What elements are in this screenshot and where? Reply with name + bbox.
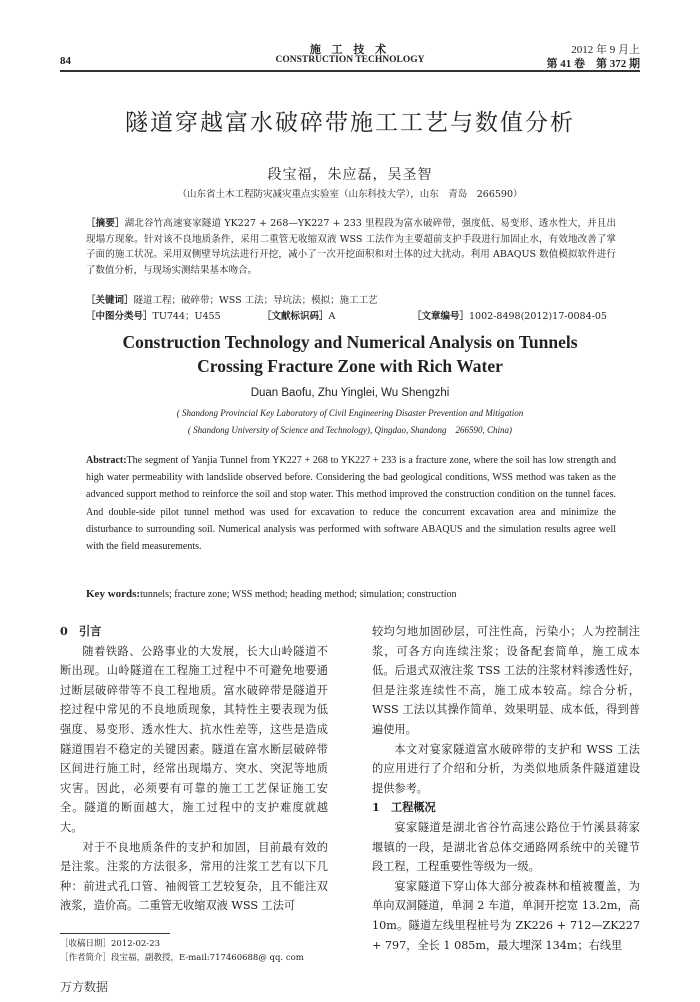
right-paragraph-2: 本文对宴家隧道富水破碎带的支护和 WSS 工法的应用进行了介绍和分析，为类似地质条件隧道建设提供参考。 [372, 742, 640, 795]
affiliation-en-line2: ( Shandong University of Science and Technology), Qingdao, Shandong 266590, China) [187, 425, 513, 435]
right-paragraph-1: 较均匀地加固砂层，可注性高，污染小；人为控制注浆，可各方向连续注浆；设备配套简单，施工成本低。后退式双液注浆 TSS 工法的注浆材料渗透性好，但是注浆连续性不高，施工成本较高。综合分析，WSS 工法以其操作简单、效果明显、成本低，得到普遍使用。 [372, 625, 640, 736]
article-number [412, 309, 632, 325]
clc-value: TU744；U455 [152, 311, 221, 322]
keywords-cn-text: 隧道工程；破碎带；WSS 工法；导坑法；模拟；施工工艺 [133, 295, 378, 306]
title-en-line2: Crossing Fracture Zone with Rich Water [197, 356, 503, 376]
doc-code [262, 309, 412, 325]
section-1-heading: 1 工程概况 [372, 800, 436, 815]
header-rule [60, 70, 640, 72]
abstract-en-text: The segment of Yanjia Tunnel from YK227 + 268 to YK227 + 233 is a fracture zone, where the soil has low strength and high water permeability with landslide observed before. Considering the bad geological conditions, WSS method was taken as the advanced support method to reinforce the soil and stop water. This method improved the construction condition on the tunnel faces. And double-side pilot tunnel method was used for excavation to reduce the concurrent excavation area and minimize the disturbance to surrounding soil. Numerical analysis was performed with software ABAQUS and the simulation results agree well with the field measurements. [86, 455, 616, 553]
authors-en: Duan Baofu, Zhu Yinglei, Wu Shengzhi [250, 387, 450, 399]
section-0-heading: 0 引言 [60, 624, 102, 638]
section-0-paragraph-2: 对于不良地质条件的支护和加固，目前最有效的是注浆。注浆的方法很多，常用的注浆工艺有以下几种：前进式孔口管、袖阀管工艺较复杂，且不能注双液浆，造价高。二重管无收缩双液 WSS 工法可 [60, 840, 328, 913]
affiliation-cn: （山东省土木工程防灾减灾重点实验室（山东科技大学），山东 青岛 266590） [177, 189, 523, 200]
article-label: ［文章编号］ [412, 311, 470, 322]
section-1-paragraph-1: 宴家隧道是湖北省谷竹高速公路位于竹溪县蒋家堰镇的一段，是湖北省总体交通路网系统中的关键节段工程，工程重要性等级为一级。 [372, 820, 640, 874]
authors-cn: 段宝福，朱应磊，吴圣智 [267, 167, 433, 183]
section-0-paragraph-1: 随着铁路、公路事业的大发展，长大山岭隧道不断出现。山岭隧道在工程施工过程中不可避免地要通过断层破碎带等不良工程地质。富水破碎带是隧道开挖过程中常见的不良地质现象，其特性主要表现为低强度、易变形、透水性大、抗水性差等，这些是造成隧道围岩不稳定的关键因素。隧道在富水断层破碎带区间进行施工时，经常出现塌方、突水、突泥等地质灾害。因此，必须要有可靠的施工工艺保证施工安全。隧道的断面越大，施工过程中的支护难度就越大。 [60, 644, 328, 834]
journal-name-cn: 施 工 技 术 [309, 44, 391, 56]
watermark-text: 万方数据 [60, 980, 109, 994]
keywords-en-label: Key words: [86, 588, 141, 600]
volume-issue: 第 41 卷 第 372 期 [546, 58, 640, 70]
page-number: 84 [60, 55, 71, 67]
abstract-cn-text: 湖北谷竹高速宴家隧道 YK227 + 268—YK227 + 233 里程段为富水破碎带，强度低、易变形、透水性大，并且出现塌方现象。针对该不良地质条件，采用二重管无收缩双液 WSS 工法作为主要超前支护手段进行加固止水，有效地改善了掌子面的施工状况。采用双侧壁导坑法进行开挖，减小了一次开挖面积和对土体的过大扰动。利用 ABAQUS 数值模拟软件进行了数值分析，与现场实测结果基本吻合。 [86, 218, 616, 276]
body-left-column [60, 622, 328, 916]
title-en-line1: Construction Technology and Numerical Analysis on Tunnels [122, 332, 578, 352]
affiliation-en-line1: ( Shandong Provincial Key Laboratory of Civil Engineering Disaster Prevention and Mitigation [176, 408, 524, 418]
body-right-column [372, 622, 640, 955]
section-1-paragraph-2: 宴家隧道下穿山体大部分被森林和植被覆盖，为单向双洞隧道，单洞 2 车道，单洞开挖宽 13.2m，高 10m。隧道左线里程桩号为 ZK226 + 712—ZK227 + 797，全长 1 085m，最大埋深 134m；右线里 [372, 879, 640, 952]
doc-label: ［文献标识码］ [262, 311, 329, 322]
abstract-en-label: Abstract: [86, 455, 127, 466]
doc-value: A [328, 311, 336, 322]
keywords-en-text: tunnels; fracture zone; WSS method; heading method; simulation; construction [140, 589, 457, 600]
keywords-cn [86, 293, 616, 309]
footnote-rule [60, 933, 170, 934]
abstract-cn [86, 216, 616, 278]
clc-label: ［中图分类号］ [86, 311, 153, 322]
title-cn: 隧道穿越富水破碎带施工工艺与数值分析 [125, 110, 575, 136]
abstract-en [86, 452, 616, 555]
journal-name-en: CONSTRUCTION TECHNOLOGY [275, 55, 425, 65]
footnote-author: ［作者简介］段宝福，副教授，E-mail:717460688@ qq. com [60, 953, 304, 963]
footnote-received: ［收稿日期］2012-02-23 [60, 939, 161, 949]
abstract-cn-label: ［摘要］ [86, 218, 125, 229]
article-value: 1002-8498(2012)17-0084-05 [469, 311, 607, 322]
issue-date: 2012 年 9 月上 [571, 44, 640, 56]
keywords-en [86, 588, 616, 600]
keywords-cn-label: ［关键词］ [86, 295, 134, 306]
